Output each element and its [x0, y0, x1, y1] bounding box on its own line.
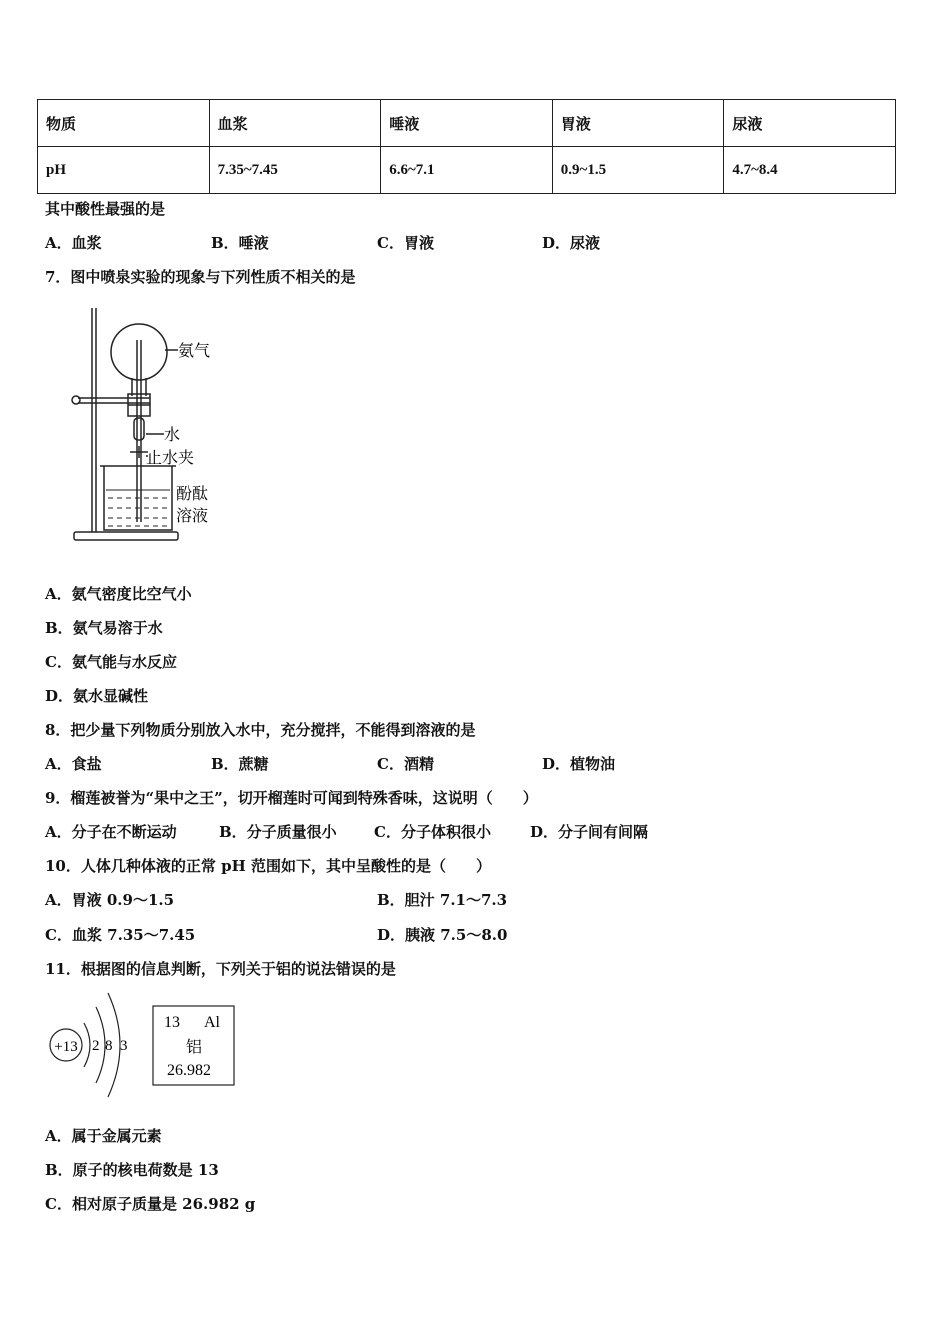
- periodic-table-cell-aluminum: [152, 1005, 236, 1087]
- table-cell: 4.7~8.4: [724, 147, 896, 194]
- atomic-number: 13: [164, 1014, 180, 1031]
- table-header-row: [38, 100, 896, 147]
- fountain-apparatus-figure: [60, 300, 230, 550]
- aluminum-atom-structure-diagram: [44, 985, 144, 1100]
- table-cell: pH: [38, 147, 210, 194]
- q7-option-a[interactable]: A．氨气密度比空气小: [45, 585, 192, 603]
- table-cell: 0.9~1.5: [552, 147, 724, 194]
- q10-option-a[interactable]: A．胃液 0.9～1.5: [45, 891, 175, 909]
- table-cell: 6.6~7.1: [381, 147, 553, 194]
- label-water: 水: [164, 425, 181, 444]
- q7-option-d[interactable]: D．氨水显碱性: [45, 687, 149, 705]
- element-name: 铝: [185, 1037, 203, 1056]
- table-cell: 胃液: [552, 100, 724, 147]
- q8-option-b[interactable]: B．蔗糖: [211, 755, 269, 773]
- q7-stem: 7．图中喷泉实验的现象与下列性质不相关的是: [45, 268, 356, 286]
- label-ammonia: 氨气: [178, 341, 211, 360]
- table-cell: 唾液: [381, 100, 553, 147]
- table-cell: 物质: [38, 100, 210, 147]
- q6-option-c[interactable]: C．胃液: [377, 234, 434, 252]
- shell-1-electrons: 2: [92, 1038, 100, 1054]
- table-cell: 尿液: [724, 100, 896, 147]
- q8-option-c[interactable]: C．酒精: [377, 755, 434, 773]
- q8-option-a[interactable]: A．食盐: [45, 755, 102, 773]
- q11-stem: 11．根据图的信息判断，下列关于铝的说法错误的是: [45, 960, 396, 978]
- q10-option-b[interactable]: B．胆汁 7.1～7.3: [377, 891, 508, 909]
- label-phenolphthalein: 酚酞: [176, 484, 209, 503]
- q7-option-b[interactable]: B．氨气易溶于水: [45, 619, 163, 637]
- q9-option-d[interactable]: D．分子间有间隔: [530, 823, 649, 841]
- q11-option-c[interactable]: C．相对原子质量是 26.982 g: [45, 1195, 256, 1213]
- q6-stem: 其中酸性最强的是: [45, 200, 166, 218]
- q6-option-a[interactable]: A．血浆: [45, 234, 102, 252]
- q6-option-d[interactable]: D．尿液: [542, 234, 601, 252]
- nucleus-charge: +13: [54, 1039, 78, 1055]
- atomic-mass: 26.982: [167, 1062, 211, 1079]
- label-clamp: 止水夹: [146, 448, 195, 467]
- q10-option-d[interactable]: D．胰液 7.5～8.0: [377, 926, 508, 944]
- q9-option-a[interactable]: A．分子在不断运动: [45, 823, 177, 841]
- q11-option-a[interactable]: A．属于金属元素: [45, 1127, 162, 1145]
- shell-3-electrons: 3: [120, 1038, 128, 1054]
- element-symbol: Al: [204, 1014, 220, 1031]
- table-cell: 血浆: [209, 100, 381, 147]
- q9-option-c[interactable]: C．分子体积很小: [374, 823, 491, 841]
- q7-option-c[interactable]: C．氨气能与水反应: [45, 653, 177, 671]
- q10-stem: 10．人体几种体液的正常 pH 范围如下，其中呈酸性的是（ ）: [45, 857, 491, 875]
- q10-option-c[interactable]: C．血浆 7.35～7.45: [45, 926, 196, 944]
- q11-option-b[interactable]: B．原子的核电荷数是 13: [45, 1161, 219, 1179]
- q9-stem: 9．榴莲被誉为“果中之王”，切开榴莲时可闻到特殊香味，这说明（ ）: [45, 789, 538, 807]
- table-cell: 7.35~7.45: [209, 147, 381, 194]
- q8-option-d[interactable]: D．植物油: [542, 755, 616, 773]
- ph-table: [37, 99, 896, 194]
- q8-stem: 8．把少量下列物质分别放入水中，充分搅拌，不能得到溶液的是: [45, 721, 476, 739]
- label-solution: 溶液: [176, 506, 209, 525]
- shell-2-electrons: 8: [105, 1038, 113, 1054]
- q9-option-b[interactable]: B．分子质量很小: [219, 823, 337, 841]
- q6-option-b[interactable]: B．唾液: [211, 234, 269, 252]
- table-row: [38, 147, 896, 194]
